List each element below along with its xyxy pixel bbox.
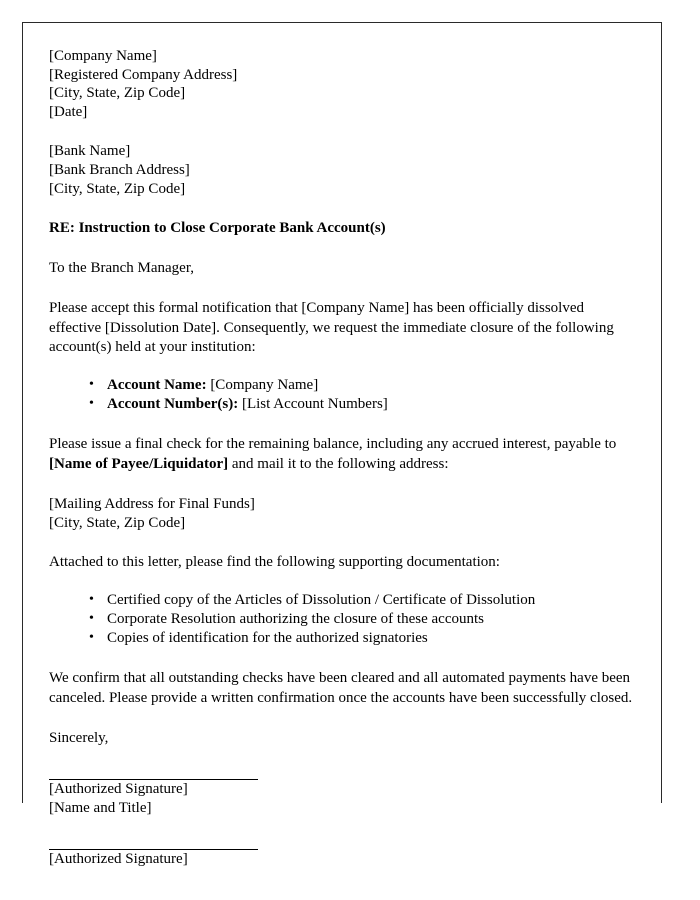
final-check-text-end: and mail it to the following address: — [228, 455, 449, 472]
signature-label-secondary: [Authorized Signature] — [49, 851, 188, 868]
account-name-value: [Company Name] — [210, 376, 319, 393]
account-details-list — [49, 376, 635, 414]
sender-address-line: [City, State, Zip Code] — [49, 85, 186, 102]
sender-address-line: [Registered Company Address] — [49, 66, 238, 83]
recipient-address-line: [Bank Name] — [49, 143, 131, 160]
block-spacer — [49, 278, 635, 299]
name-and-title-label: [Name and Title] — [49, 799, 152, 816]
block-spacer — [49, 474, 635, 495]
account-number-label: Account Number(s): — [107, 395, 239, 412]
salutation: To the Branch Manager, — [49, 260, 194, 277]
sender-address-block — [49, 47, 635, 121]
paragraph-confirmation: We confirm that all outstanding checks have been cleared and all automated payments have been canceled. Please provide a written confirmation once the accounts have been successfully closed. — [49, 669, 633, 706]
sender-address-line: [Company Name] — [49, 48, 157, 64]
block-spacer — [49, 648, 635, 669]
paragraph-attachments-intro: Attached to this letter, please find the following supporting documentation: — [49, 554, 500, 571]
paragraph-final-check — [49, 435, 635, 474]
block-spacer — [49, 708, 635, 729]
block-spacer — [49, 532, 635, 553]
recipient-address-block — [49, 142, 635, 198]
block-spacer — [49, 358, 635, 376]
list-item: • Corporate Resolution authorizing the closure of these accounts — [89, 610, 635, 629]
list-item — [89, 376, 635, 395]
block-spacer — [49, 748, 635, 779]
letter-content — [49, 47, 635, 869]
list-item: • Certified copy of the Articles of Dissolution / Certificate of Dissolution — [89, 591, 635, 610]
signature-label: [Authorized Signature] — [49, 781, 188, 798]
account-name-label: Account Name: — [107, 376, 207, 393]
document-page — [22, 22, 662, 868]
block-spacer — [49, 238, 635, 259]
list-item — [89, 395, 635, 414]
block-spacer — [49, 817, 635, 849]
block-spacer — [49, 573, 635, 591]
mailing-address-line: [Mailing Address for Final Funds] — [49, 496, 255, 513]
subject-line: RE: Instruction to Close Corporate Bank Account(s) — [49, 220, 386, 237]
attachments-list — [49, 591, 635, 648]
block-spacer — [49, 198, 635, 219]
block-spacer — [49, 414, 635, 435]
paragraph-dissolution-notice: Please accept this formal notification that [Company Name] has been officially dissolved effective [Dissolution Date]. Consequently, we request the immediate closure of the following account(s) held at your institution: — [49, 300, 614, 356]
closing-line: Sincerely, — [49, 730, 109, 747]
recipient-address-line: [City, State, Zip Code] — [49, 180, 186, 197]
recipient-address-line: [Bank Branch Address] — [49, 161, 190, 178]
payee-placeholder: [Name of Payee/Liquidator] — [49, 455, 229, 472]
mailing-address-block — [49, 495, 635, 532]
sender-date-line: [Date] — [49, 103, 88, 120]
block-spacer — [49, 121, 635, 142]
account-number-value: [List Account Numbers] — [241, 395, 388, 412]
mailing-address-line: [City, State, Zip Code] — [49, 514, 186, 531]
list-item: • Copies of identification for the authorized signatories — [89, 629, 635, 648]
final-check-text-start: Please issue a final check for the remaining balance, including any accrued interest, payable to — [49, 435, 617, 452]
